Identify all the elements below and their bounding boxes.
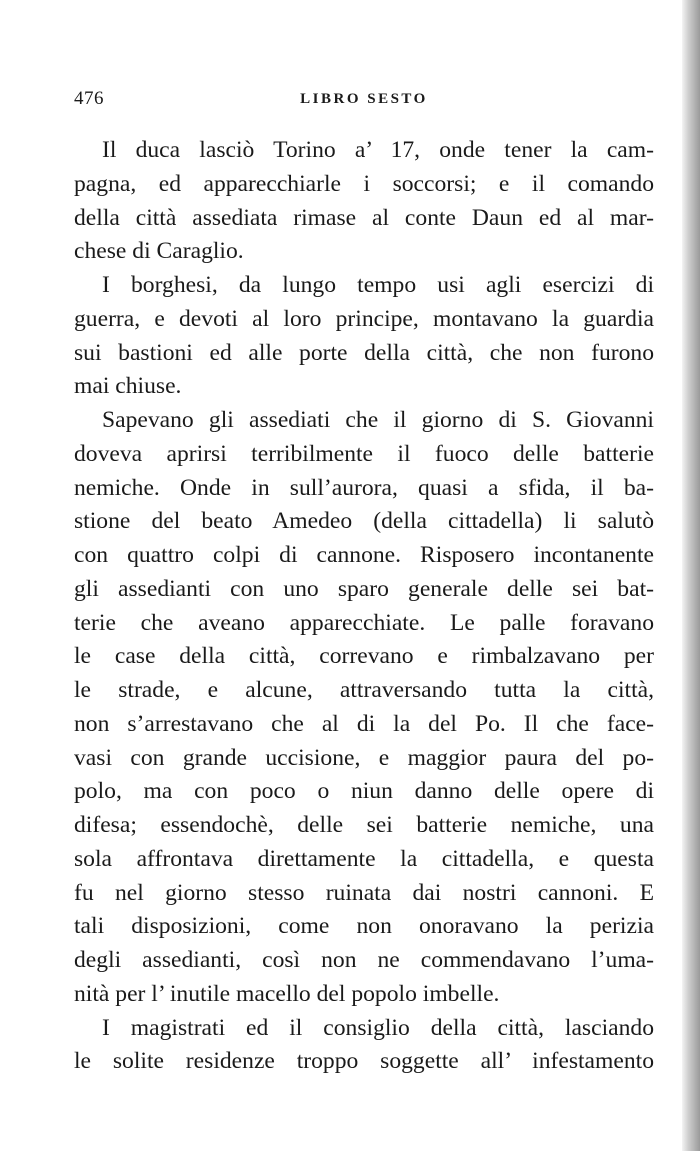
text-line: nemiche. Onde in sull’aurora, quasi a sfida, il ba- bbox=[74, 474, 654, 501]
paragraph bbox=[74, 134, 654, 269]
text-line: I borghesi, da lungo tempo usi agli esercizi di bbox=[102, 272, 654, 298]
text-line: polo, ma con poco o niun danno delle opere di bbox=[74, 778, 654, 805]
text-line: sola affrontava direttamente la cittadella, e questa bbox=[74, 845, 654, 872]
page-header bbox=[74, 88, 654, 116]
body-text bbox=[74, 134, 654, 1079]
text-line: gli assedianti con uno sparo generale delle sei bat- bbox=[74, 575, 654, 602]
text-line: della città assediata rimase al conte Daun ed al mar- bbox=[74, 204, 654, 231]
page-number: 476 bbox=[74, 88, 104, 109]
text-line: fu nel giorno stesso ruinata dai nostri cannoni. E bbox=[74, 879, 654, 906]
text-line: degli assedianti, così non ne commendavano l’uma- bbox=[74, 947, 654, 973]
page-binding-edge bbox=[682, 0, 700, 1151]
text-line: guerra, e devoti al loro principe, montavano la guardia bbox=[74, 305, 654, 332]
text-line: Sapevano gli assediati che il giorno di S. Giovanni bbox=[102, 407, 654, 433]
text-line: non s’arrestavano che al di la del Po. Il che face- bbox=[74, 710, 654, 737]
text-line: le case della città, correvano e rimbalzavano per bbox=[74, 643, 654, 670]
text-line: con quattro colpi di cannone. Risposero incontanente bbox=[74, 542, 654, 568]
text-line: Il duca lasciò Torino a’ 17, onde tener la cam- bbox=[102, 137, 654, 163]
paragraph bbox=[74, 269, 654, 404]
text-line: doveva aprirsi terribilmente il fuoco delle batterie bbox=[74, 440, 654, 467]
text-line: chese di Caraglio. bbox=[74, 238, 244, 265]
text-line: nità per l’ inutile macello del popolo imbelle. bbox=[74, 980, 500, 1007]
paragraph bbox=[74, 404, 654, 1012]
running-title: LIBRO SESTO bbox=[300, 91, 428, 107]
text-line: le solite residenze troppo soggette all’ infestamento bbox=[74, 1048, 654, 1075]
text-line: difesa; essendochè, delle sei batterie nemiche, una bbox=[74, 812, 654, 838]
text-line: vasi con grande uccisione, e maggior paura del po- bbox=[74, 744, 654, 771]
text-line: tali disposizioni, come non onoravano la perizia bbox=[74, 913, 654, 940]
text-line: le strade, e alcune, attraversando tutta la città, bbox=[74, 677, 654, 703]
text-line: stione del beato Amedeo (della cittadella) li salutò bbox=[74, 508, 654, 535]
text-line: pagna, ed apparecchiarle i soccorsi; e il comando bbox=[74, 170, 654, 197]
text-line: I magistrati ed il consiglio della città, lasciando bbox=[102, 1014, 654, 1041]
text-line: terie che aveano apparecchiate. Le palle foravano bbox=[74, 609, 654, 636]
paragraph bbox=[74, 1012, 654, 1080]
text-line: mai chiuse. bbox=[74, 373, 182, 400]
text-line: sui bastioni ed alle porte della città, che non furono bbox=[74, 339, 654, 366]
